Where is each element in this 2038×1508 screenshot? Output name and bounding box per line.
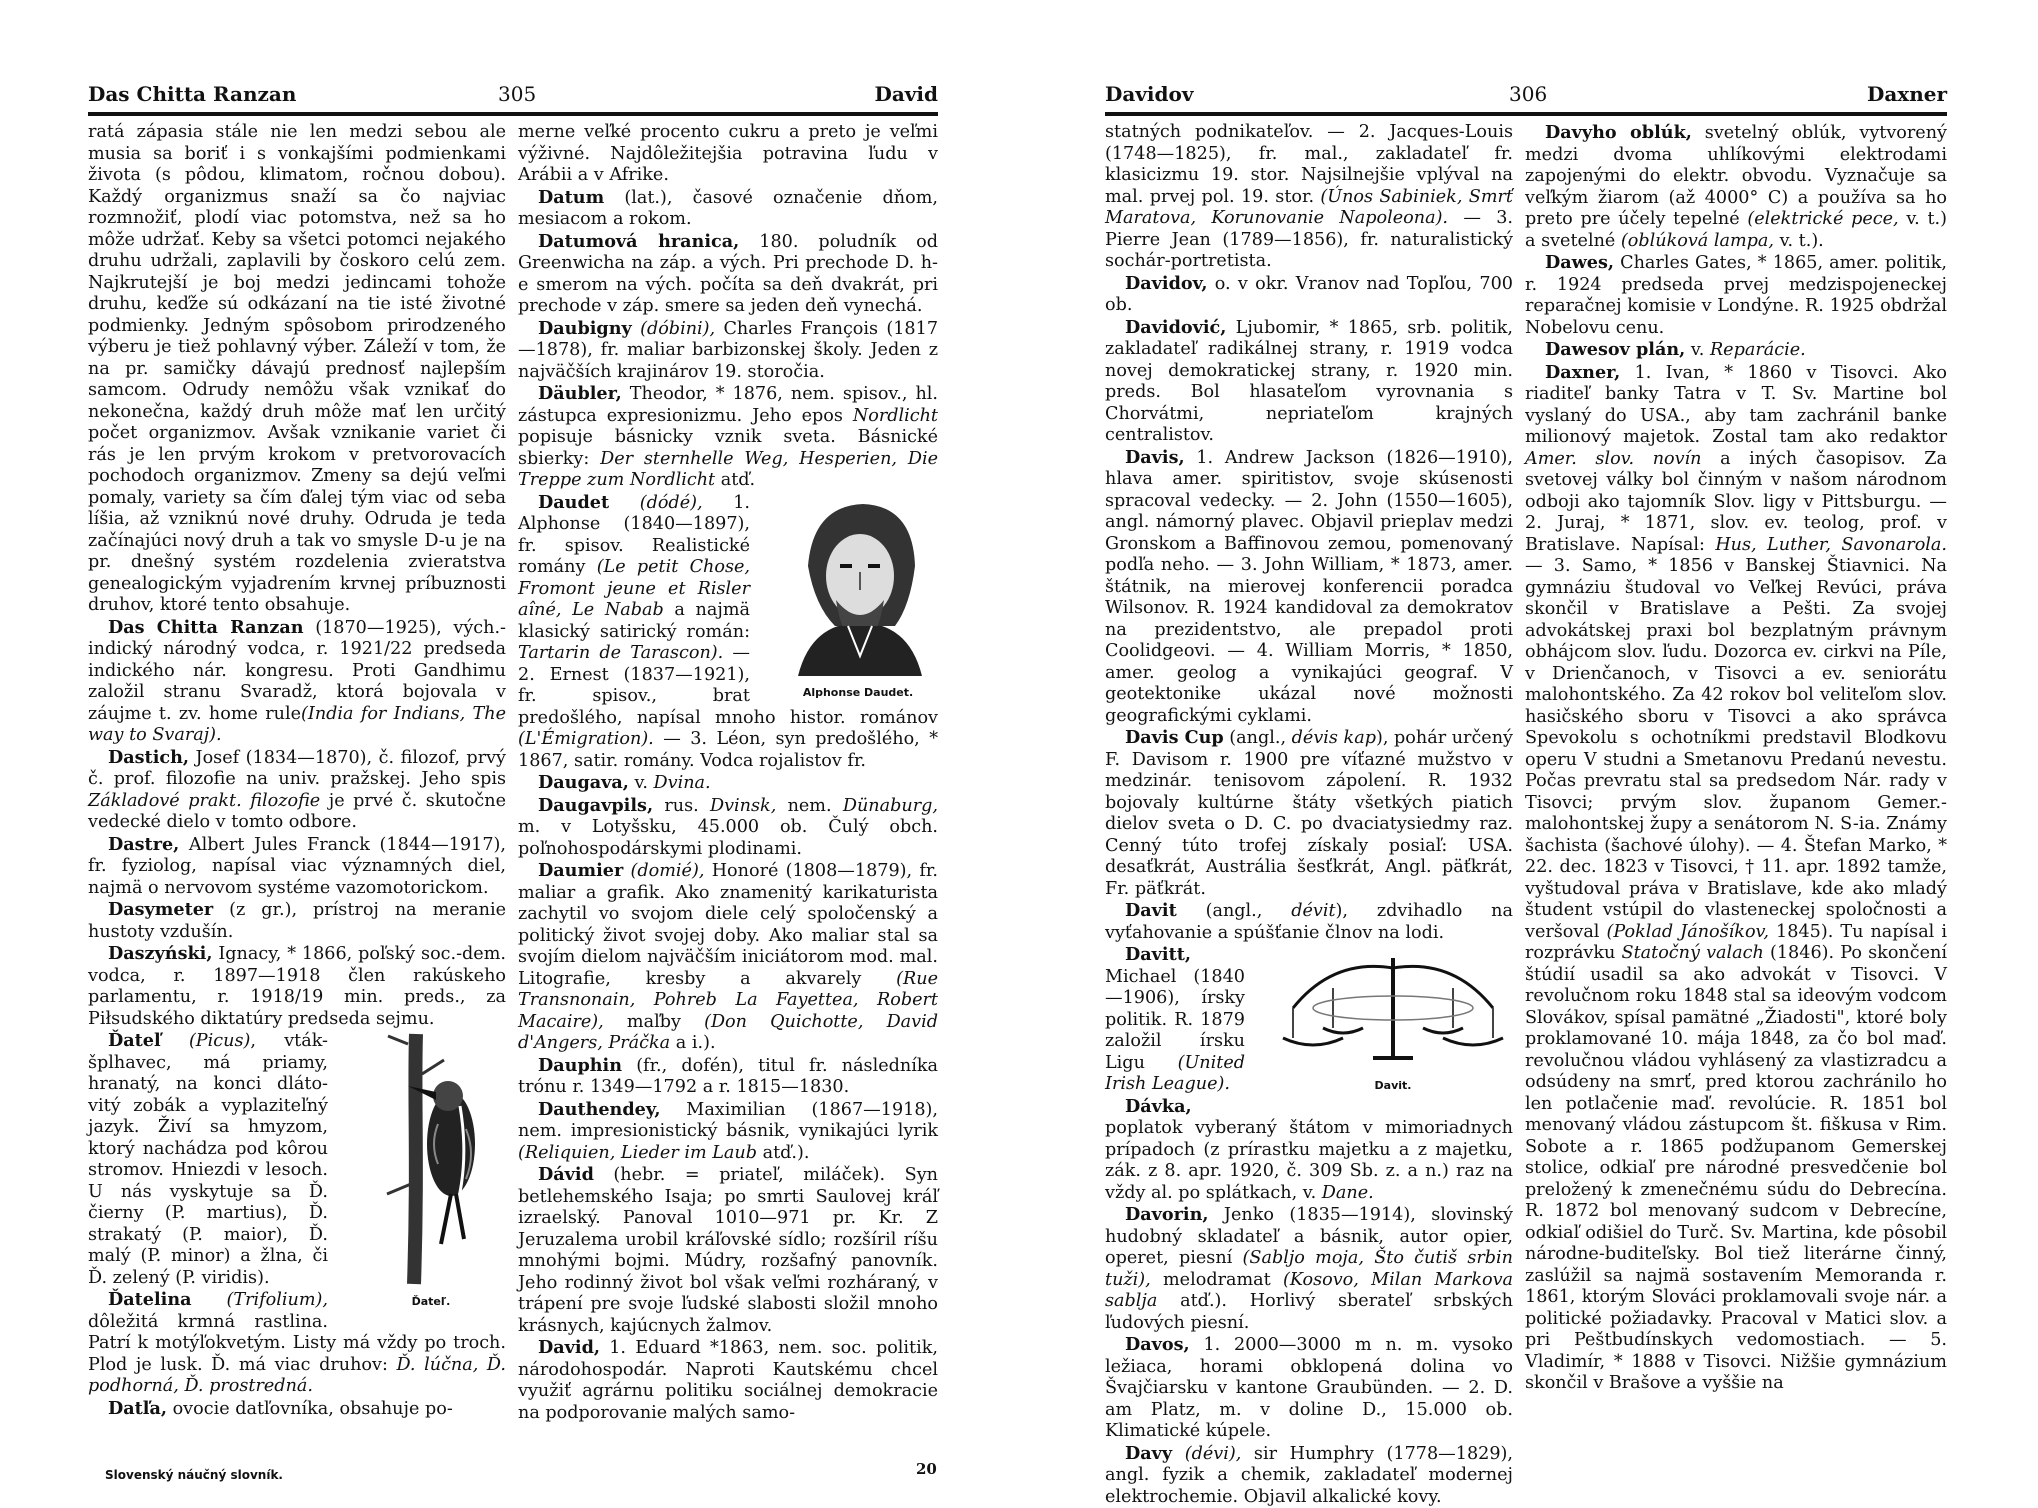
entry-daubler: Däubler, Theodor, * 1876, nem. spisov., hl. zástupca expresionizmu. Jeho epos Nordlicht popisuje básnicky vznik sveta. Básnické sbierky: Der sternhelle Weg, Hesperien, Die Treppe zum Nordlicht atď. (518, 383, 938, 492)
entry-davis-cup: Davis Cup (angl., dévis kap), pohár určený F. Davisom r. 1900 pre víťazné mužstvo v medzinár. tenisovom zápolení. R. 1932 bojovaly kultúrne štáty všetkých piatich dielov sveta o D. C. po dvaciatysiedmy raz. Cenný túto trofej získaly posiaľ: USA. desaťkrát, Austrália šesťkrát, Angl. päťkrát, Fr. päťkrát. (1105, 727, 1513, 900)
entry-datelina: Ďatelina (Trifolium), dôležitá krmná rastlina. Patrí k motýľokvetým. Listy má vždy po troch. Plod je lusk. Ď. má viac druhov: Ď. lúčna, Ď. podhorná, Ď. prostredná. (88, 1289, 506, 1398)
davit-caption: Davit. (1253, 1075, 1513, 1097)
entry-daugava: Daugava, v. Dvina. (518, 772, 938, 795)
entry-datum: Datum (lat.), časové označenie dňom, mesiacom a rokom. (518, 187, 938, 231)
entry-daubigny: Daubigny (dóbini), Charles François (1817—1878), fr. maliar barbizonskej školy. Jeden z najväčších krajinárov 19. storočia. (518, 318, 938, 384)
right-page-number: 306 (1509, 82, 1547, 106)
entry-dastich: Dastich, Josef (1834—1870), č. filozof, prvý č. prof. filozofie na univ. pražskej. Jeho spis Základové prakt. filozofie je prvé č. skutočne vedecké dielo v tomto odbore. (88, 747, 506, 834)
right-page-column-1 (1105, 122, 1513, 1454)
right-page-header (1105, 78, 1947, 116)
entry-daszynski: Daszyński, Ignacy, * 1866, poľský soc.-dem. vodca, r. 1897—1918 člen rakúskeho parlamentu, r. 1918/19 min. preds., za Piłsudského diktatúry predseda sejmu. (88, 943, 506, 1030)
entry-david-eduard: David, 1. Eduard *1863, nem. soc. politik, národohospodár. Naproti Kautskému chcel využiť agrárnu politiku sociálnej demokracie na podporovanie malých samo- (518, 1337, 938, 1424)
entry-dasymeter: Dasymeter (z gr.), prístroj na meranie hustoty vzdušín. (88, 899, 506, 943)
right-page (1019, 0, 2038, 1500)
entry-datel: Ďateľ. Ďateľ (Picus), vták-šplhavec, má priamy, hranatý, na konci dláto-vitý zobák a vyplaziteľný jazyk. Živí sa hmyzom, ktorý nachádza pod kôrou stromov. Hniezdi v lesoch. U nás vyskytuje sa Ď. čierny (P. martius), Ď. strakatý (P. maior), Ď. malý (P. minor) a žlna, či Ď. zelený (P. viridis). (88, 1030, 506, 1289)
entry-dawesov-plan: Dawesov plán, v. Reparácie. (1525, 339, 1947, 362)
entry-dastre: Dastre, Albert Jules Franck (1844—1917), fr. fyziolog, napísal viac významných diel, najmä o nervovom systéme vazomotorickom. (88, 834, 506, 900)
daudet-caption: Alphonse Daudet. (758, 682, 938, 704)
portrait-illustration-icon (778, 496, 938, 676)
entry-davitt: Davit. Davitt, Michael (1840—1906), írsky politik. R. 1879 založil írsku Ligu (United Irish League). (1105, 944, 1513, 1096)
entry-davos: Davos, 1. 2000—3000 m n. m. vysoko ležiaca, horami obklopená dolina vo Švajčiarsku v kantone Graubünden. — 2. D. am Platz, m. v doline D., 15.000 ob. Klimatické kúpele. (1105, 1334, 1513, 1443)
entry-davit: Davit (angl., dévit), zdvihadlo na vyťahovanie a spúšťanie člnov na lodi. (1105, 900, 1513, 944)
entry-davyho-obluk: Davyho oblúk, svetelný oblúk, vytvorený medzi dvoma uhlíkovými elektrodami zapojenými do elektr. obvodu. Vyznačuje sa veľkým žiarom (až 4000° C) a používa sa ho preto pre účely tepelné (elektrické pece, v. t.) a svetelné (oblúková lampa, v. t.). (1525, 122, 1947, 252)
davit-figure (1253, 948, 1513, 1096)
woodpecker-illustration-icon (356, 1034, 506, 1284)
footer-publication: Slovenský náučný slovník. (105, 1468, 283, 1482)
entry-datla: Datľa, ovocie datľovníka, obsahuje po- (88, 1398, 506, 1421)
entry-davidovic: Davidović, Ljubomir, * 1865, srb. politik, zakladateľ radikálnej strany, r. 1919 vodca novej demokratickej strany, r. 1920 min. preds. Bol hlasateľom vyrovnania s Chorvátmi, nepriateľom krajných centralistov. (1105, 317, 1513, 447)
entry-daugavpils: Daugavpils, rus. Dvinsk, nem. Dünaburg, m. v Lotyšsku, 45.000 ob. Čulý obch. poľnohospodárskymi plodinami. (518, 795, 938, 861)
right-header-title: Davidov (1105, 82, 1193, 106)
entry-das-chitta-ranzan: Das Chitta Ranzan (1870—1925), vých.-indický národný vodca, r. 1921/22 predseda indického nár. kongresu. Proti Gandhimu založil stranu Svaradž, ktorá bojovala v záujme t. zv. home rule(India for Indians, The way to Svaraj). (88, 617, 506, 747)
left-page-number: 305 (498, 82, 536, 106)
entry-davidov: Davidov, o. v okr. Vranov nad Topľou, 700 ob. (1105, 273, 1513, 317)
entry-davorin: Davorin, Jenko (1835—1914), slovinský hudobný skladateľ a básnik, autor opier, operet, piesní (Sabljo moja, Što čutiš srbin tuži), melodramat (Kosovo, Milan Markova sablja atď.). Horlivý sberateľ srbských ľudových piesní. (1105, 1204, 1513, 1334)
entry-datumova-hranica: Datumová hranica, 180. poludník od Greenwicha na záp. a vých. Pri prechode D. h-e smerom na vých. počíta sa deň dvakrát, pri prechode v záp. smere sa jeden deň vynechá. (518, 231, 938, 318)
woodpecker-caption: Ďateľ. (336, 1291, 506, 1313)
left-page-column-1 (88, 122, 506, 1454)
entry-dauthendey: Dauthendey, Maximilian (1867—1918), nem. impresionistický básnik, vynikajúci lyrik (Reliquien, Lieder im Laub atď.). (518, 1099, 938, 1165)
entry-daxner: Daxner, 1. Ivan, * 1860 v Tisovci. Ako riaditeľ banky Tatra v T. Sv. Martine bol vyslaný do USA., aby tam zachránil banke milionový majetok. Zostal tam ako redaktor Amer. slov. novín a iných časopisov. Za svetovej války bol činným v našom národnom odboji ako tajomník Slov. ligy v Pittsburgu. — 2. Juraj, * 1871, slov. ev. teolog, prof. v Bratislave. Napísal: Hus, Luther, Savonarola. — 3. Samo, * 1856 v Banskej Štiavnici. Na gymnáziu študoval vo Veľkej Revúci, práva skončil v Bratislave a Pešti. Za svojej advokátskej praxi bol bezplatným právnym obhájcom slov. ľudu. Dozorca ev. cirkvi na Píle, v Drienčanoch, v Tisovci a ev. seniorátu malohontského. Za 42 rokov bol veliteľom slov. hasičského sboru v Tisovci a ako správca Spevokolu s ochotníkmi predstavil Blodkovu operu V studni a Smetanovu Predanú nevestu. Počas prevratu stal sa predsedom Nár. rady v Tisovci; prvým slov. županom Gemer.-malohontskej župy a senátorom N. S-ia. Známy šachista (šachové úlohy). — 4. Štefan Marko, * 22. dec. 1823 v Tisovci, † 11. apr. 1892 tamže, vyštudoval práva v Bratislave, kde ako mladý študent vstúpil do vlasteneckej spoločnosti a veršoval (Poklad Jánošíkov, 1845). Tu napísal i rozprávku Statočný valach (1846). Po skončení štúdií usadil sa ako advokát v Tisovci. V revolučnom roku 1848 stal sa ideovým vodcom Slovákov, spísal pamätné „Žiadosti", ktoré boly proklamované 10. mája 1848, za čo bol maď. revolučnou vládou vyhlásený za vlastizradcu a odsúdeny na smrť, pred ktorou zachránilo ho len potlačenie maď. revolúcie. R. 1851 bol menovaný vládou zástupcom št. fiškusa v Rim. Sobote a r. 1865 podžupanom Gemerskej stolice, odkiaľ pre národné presvedčenie bol preložený k zmenečnému súdu do Debrecína. R. 1872 bol menovaný sudcom v Debrecíne, odkiaľ odišiel do Turč. Sv. Martina, kde pôsobil národne-buditeľsky. Bol tiež literárne činný, zaslúžil sa najmä sostavením Memoranda r. 1861, ktorým Slováci proklamovali svoje nár. a politické požiadavky. Pracoval v Matici slov. a pri Peštbudínskych vedomostiach. — 5. Vladimír, * 1888 v Tisovci. Nižšie gymnázium skončil v Brašove a vyššie na (1525, 362, 1947, 1395)
entry-david-hebr: Dávid (hebr. = priateľ, miláček). Syn betlehemského Isaja; po smrti Saulovej kráľ izraelský. Panoval 1010—971 pr. Kr. Z Jeruzalema urobil kráľovské sídlo; rozšíril ríšu mnohými bojmi. Múdry, rozšafný panovník. Jeho rodinný život bol však veľmi rozháraný, v trápení pre svoje ľudské slabosti složil mnoho krásnych, kajúcnych žalmov. (518, 1164, 938, 1337)
entry-paragraph: ratá zápasia stále nie len medzi sebou ale musia sa boriť i s vonkajšími podmienkami života (s pôdou, klimatom, ročnou dobou). Každý organizmus snaží sa čo najviac rozmnožiť, plodí viac potomstva, než sa ho môže udržať. Keby sa všetci potomci nejakého druhu udržali, zaplavili by čoskoro celú zem. Najkrutejší je boj medzi jedincami tohože druhu, keďže sú odkázaní na tie isté životné podmienky. Jedným spôsobom prirodzeného výberu je tiež pohlavný výber. Záleží v tom, že na pr. samičky dávajú prednosť najlepším samcom. Odrudy nemôžu však vznikať do nekonečna, každý druh môže mať len určitý počet organizmov. Avšak vznikanie variet či rás je len prvým krokom v pretvorovacích pochodoch organizmov. Zmeny sa dejú veľmi pomaly, variety sa čím ďalej tým viac od seba líšia, až vzniknú nové druhy. Odruda je teda začínajúci nový druh a tak vo smysle D-u je na pr. dnešný systém rozdelenia zvieratstva genealogickým vyjadrením krvnej príbuznosti druhov, ktoré tento obsahuje. (88, 122, 506, 617)
entry-paragraph: merne veľké procento cukru a preto je veľmi výživné. Najdôležitejšia potravina ľudu v Arábii a v Afrike. (518, 122, 938, 187)
entry-daudet: Alphonse Daudet. Daudet (dódé), 1. Alphonse (1840—1897), fr. spisov. Realistické romány (Le petit Chose, Fromont jeune et Risler aîné, Le Nabab a najmä klasický satirický román: Tartarin de Tarascon). — 2. Ernest (1837—1921), fr. spisov., brat predošlého, napísal mnoho histor. románov (L'Émigration). — 3. Léon, syn predošlého, * 1867, satir. romány. Vodca rojalistov fr. (518, 492, 938, 773)
daudet-portrait-figure (758, 496, 938, 704)
left-header-keyword: David (874, 82, 938, 106)
entry-davka: Dávka, poplatok vyberaný štátom v mimoriadnych prípadoch (z prírastku majetku a z majetku, zák. z 8. apr. 1920, č. 309 Sb. z. a n.) raz na vždy al. po splátkach, v. Dane. (1105, 1096, 1513, 1205)
right-page-column-2 (1525, 122, 1947, 1454)
left-header-title: Das Chitta Ranzan (88, 82, 296, 106)
footer-signature: 20 (916, 1460, 937, 1478)
entry-daumier: Daumier (domié), Honoré (1808—1879), fr. maliar a grafik. Ako znamenitý karikaturista zachytil vo svojom diele celý spoločenský a politický život svojej doby. Ako maliar stal sa svojím dielom najväčším iniciátorom mod. mal. Litografie, kresby a akvarely (Rue Transnonain, Pohreb La Fayettea, Robert Macaire), maľby (Don Quichotte, David d'Angers, Práčka a i.). (518, 860, 938, 1055)
left-page-column-2 (518, 122, 938, 1454)
woodpecker-figure (336, 1034, 506, 1312)
left-page (0, 0, 1019, 1500)
entry-paragraph: statných podnikateľov. — 2. Jacques-Louis (1748—1825), fr. mal., zakladateľ fr. klasicizmu 19. stor. Najsilnejšie vplýval na mal. prvej pol. 19. stor. (Únos Sabiniek, Smrť Maratova, Korunovanie Napoleona). — 3. Pierre Jean (1789—1856), fr. naturalistický sochár-portretista. (1105, 122, 1513, 273)
left-page-header (88, 78, 938, 116)
entry-dawes: Dawes, Charles Gates, * 1865, amer. politik, r. 1924 predseda prvej medzispojeneckej reparačnej komisie v Londýne. R. 1925 obdržal Nobelovu cenu. (1525, 252, 1947, 339)
entry-davy: Davy (dévi), sir Humphry (1778—1829), angl. fyzik a chemik, zakladateľ modernej elektrochemie. Objavil alkalické kovy. (1105, 1443, 1513, 1508)
davit-illustration-icon (1273, 948, 1513, 1068)
entry-dauphin: Dauphin (fr., dofén), titul fr. následníka trónu r. 1349—1792 a r. 1815—1830. (518, 1055, 938, 1099)
entry-davis: Davis, 1. Andrew Jackson (1826—1910), hlava amer. spiritistov, svoje skúsenosti spracoval vedecky. — 2. John (1550—1605), angl. námorný plavec. Objavil prieplav medzi Gronskom a Baffinovou zemou, pomenovaný podľa neho. — 3. John William, * 1873, amer. štátnik, na mierovej konferencii poradca Wilsonov. R. 1924 kandidoval za demokratov na prezidentstvo, ale prepadol proti Coolidgeovi. — 4. William Morris, * 1850, amer. geolog a vynikajúci geograf. V geotektonike ukázal nové možnosti geografickými cyklami. (1105, 447, 1513, 728)
right-header-keyword: Daxner (1867, 82, 1947, 106)
